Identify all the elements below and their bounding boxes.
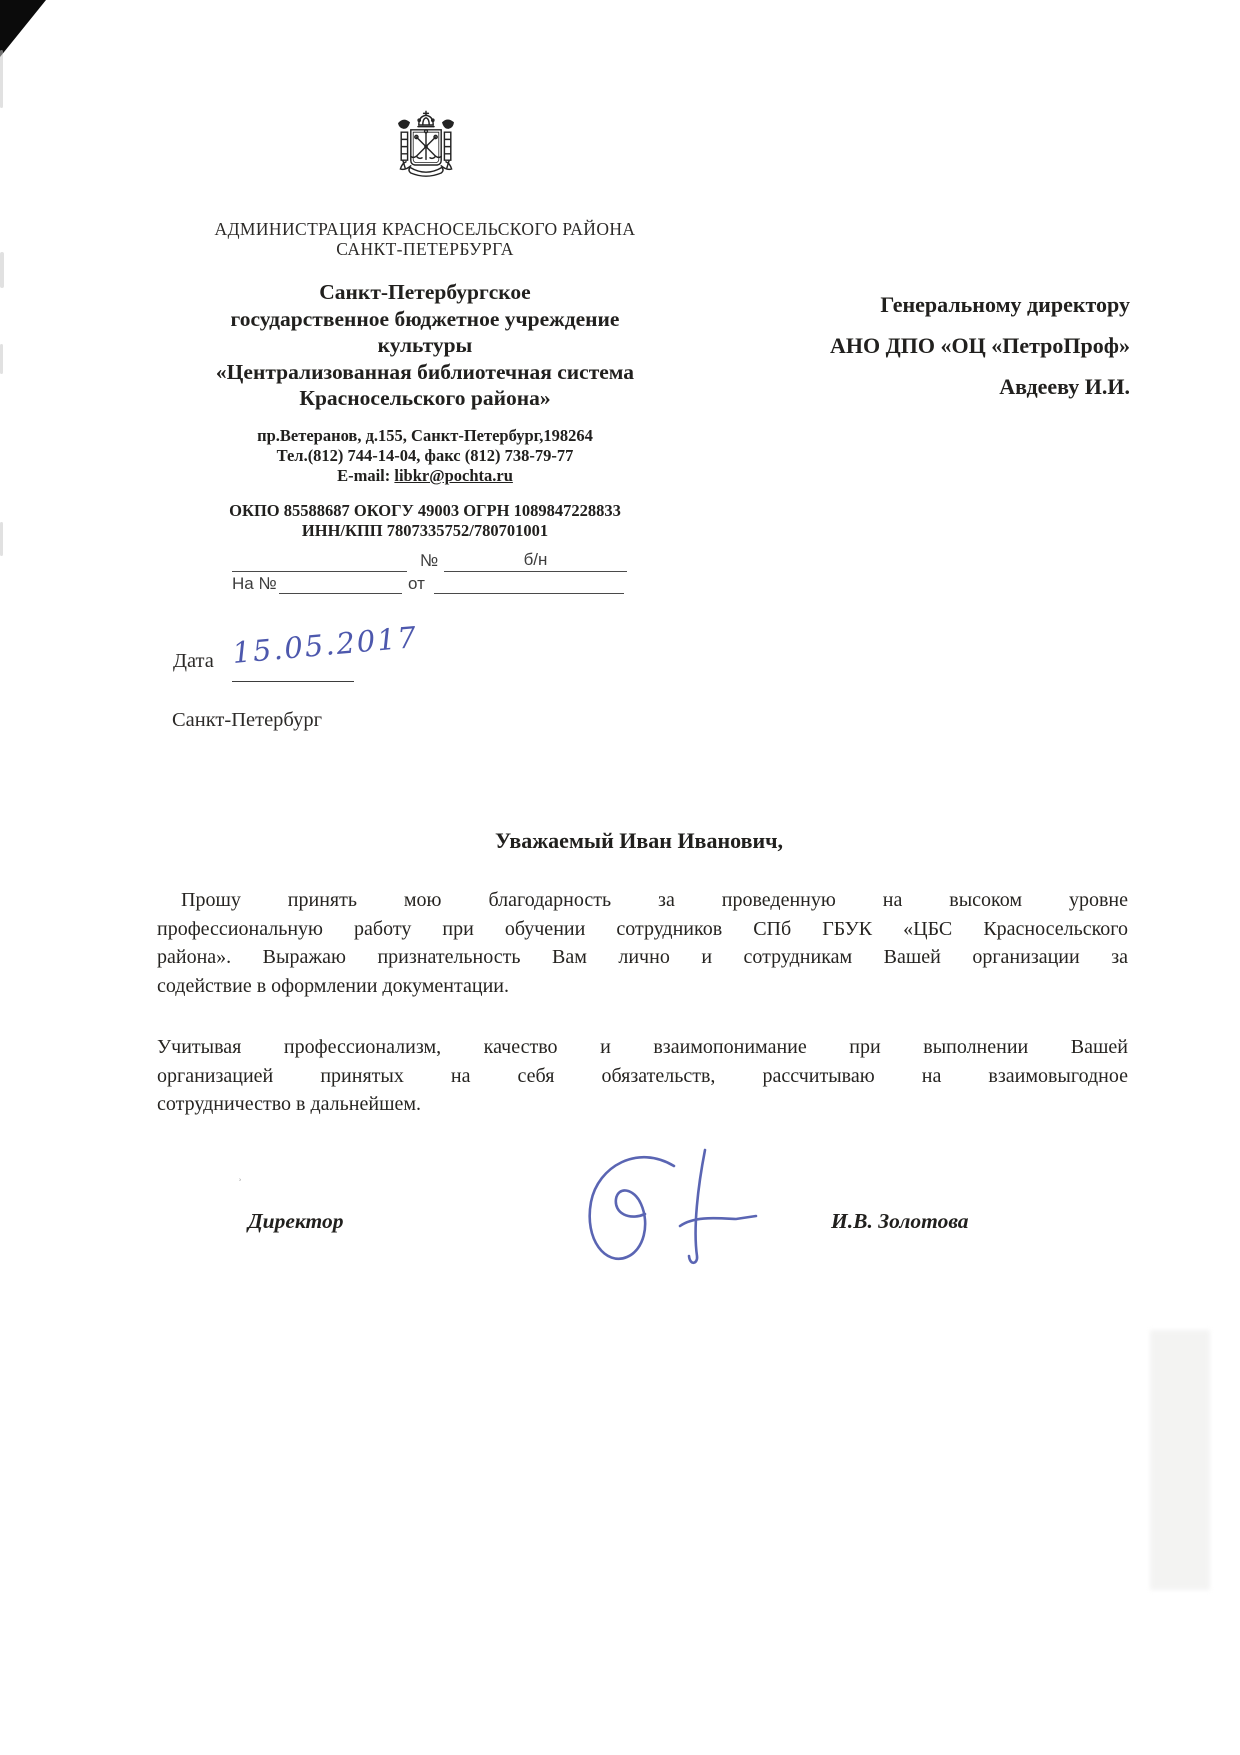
addressee-line: Авдееву И.И. xyxy=(999,374,1130,399)
body-line: содействие в оформлении документации. xyxy=(157,974,509,997)
outgoing-number-blank-line xyxy=(232,553,407,572)
body-line: сотрудничество в дальнейшем. xyxy=(157,1093,422,1115)
scan-edge-mark xyxy=(0,344,3,374)
body-paragraph xyxy=(157,1033,1128,1119)
body-line: района». Выражаю признательность Вам лично и сотрудникам Вашей организации за xyxy=(157,946,1128,968)
body-line: Учитывая профессионализм, качество и взаимопонимание при выполнении Вашей xyxy=(157,1036,1128,1058)
codes-line: ИНН/КПП 7807335752/780701001 xyxy=(301,521,549,540)
letter-body xyxy=(157,886,1128,1119)
addressee-line: АНО ДПО «ОЦ «ПетроПроф» xyxy=(830,333,1130,358)
organization-name-line: культуры xyxy=(377,333,473,357)
organization-name-line: государственное бюджетное учреждение xyxy=(230,306,620,331)
reply-date-blank-line xyxy=(434,575,624,594)
reply-number-blank-line xyxy=(279,575,402,594)
outgoing-number-rule xyxy=(444,553,627,572)
organization-name-line: Санкт-Петербургское xyxy=(319,280,531,304)
signer-name: И.В. Золотова xyxy=(831,1209,969,1233)
addressee-block xyxy=(830,284,1130,407)
scan-edge-mark xyxy=(0,50,3,108)
administration-line: АДМИНИСТРАЦИЯ КРАСНОСЕЛЬСКОГО РАЙОНА xyxy=(214,219,636,239)
letterhead-contacts xyxy=(125,426,725,486)
body-line: Прошу принять мою благодарность за проведенную на высоком уровне xyxy=(181,889,1128,911)
handwritten-signature-icon xyxy=(576,1144,768,1272)
organization-name-line: Красносельского района» xyxy=(299,386,551,410)
body-line: профессиональную работу при обучении сотрудников СПб ГБУК «ЦБС Красносельского xyxy=(157,917,1128,940)
scan-corner-fold-artifact xyxy=(0,0,46,57)
address-line: пр.Ветеранов, д.155, Санкт-Петербург,198264 xyxy=(257,426,593,445)
codes-line: ОКПО 85588687 ОКОГУ 49003 ОГРН 1089847228833 xyxy=(229,501,621,520)
date-rule-line xyxy=(232,663,354,682)
salutation: Уважаемый Иван Иванович, xyxy=(495,828,784,853)
reply-from-label: от xyxy=(408,574,425,593)
reply-to-label: На № xyxy=(232,574,277,593)
body-paragraph xyxy=(157,886,1128,1000)
date-label: Дата xyxy=(173,650,214,672)
letterhead-administration xyxy=(125,219,725,259)
letterhead-codes xyxy=(125,501,725,541)
city-line: Санкт-Петербург xyxy=(172,709,322,731)
email-label: E-mail: xyxy=(337,466,391,485)
number-sign-label: № xyxy=(420,551,439,570)
phone-line: Тел.(812) 744-14-04, факс (812) 738-79-77 xyxy=(276,446,574,465)
handwritten-date: 15.05.2017 xyxy=(231,619,420,670)
organization-name-line: «Централизованная библиотечная система xyxy=(215,359,635,384)
signer-title: Директор xyxy=(248,1209,344,1233)
addressee-line: Генеральному директору xyxy=(880,292,1130,317)
scan-speck: ʾ xyxy=(238,1176,242,1190)
outgoing-number-value: б/н xyxy=(523,550,548,569)
scan-edge-mark xyxy=(0,522,3,556)
scan-edge-mark xyxy=(0,252,4,288)
scan-smudge xyxy=(1150,1330,1210,1590)
email-link[interactable]: libkr@pochta.ru xyxy=(394,466,513,485)
letterhead-organization-name xyxy=(125,279,725,412)
body-line: организацией принятых на себя обязательств, рассчитываю на взаимовыгодное xyxy=(157,1064,1128,1087)
email-line xyxy=(125,466,725,486)
administration-line: САНКТ-ПЕТЕРБУРГА xyxy=(336,239,514,259)
saint-petersburg-coat-of-arms-icon xyxy=(386,108,466,198)
